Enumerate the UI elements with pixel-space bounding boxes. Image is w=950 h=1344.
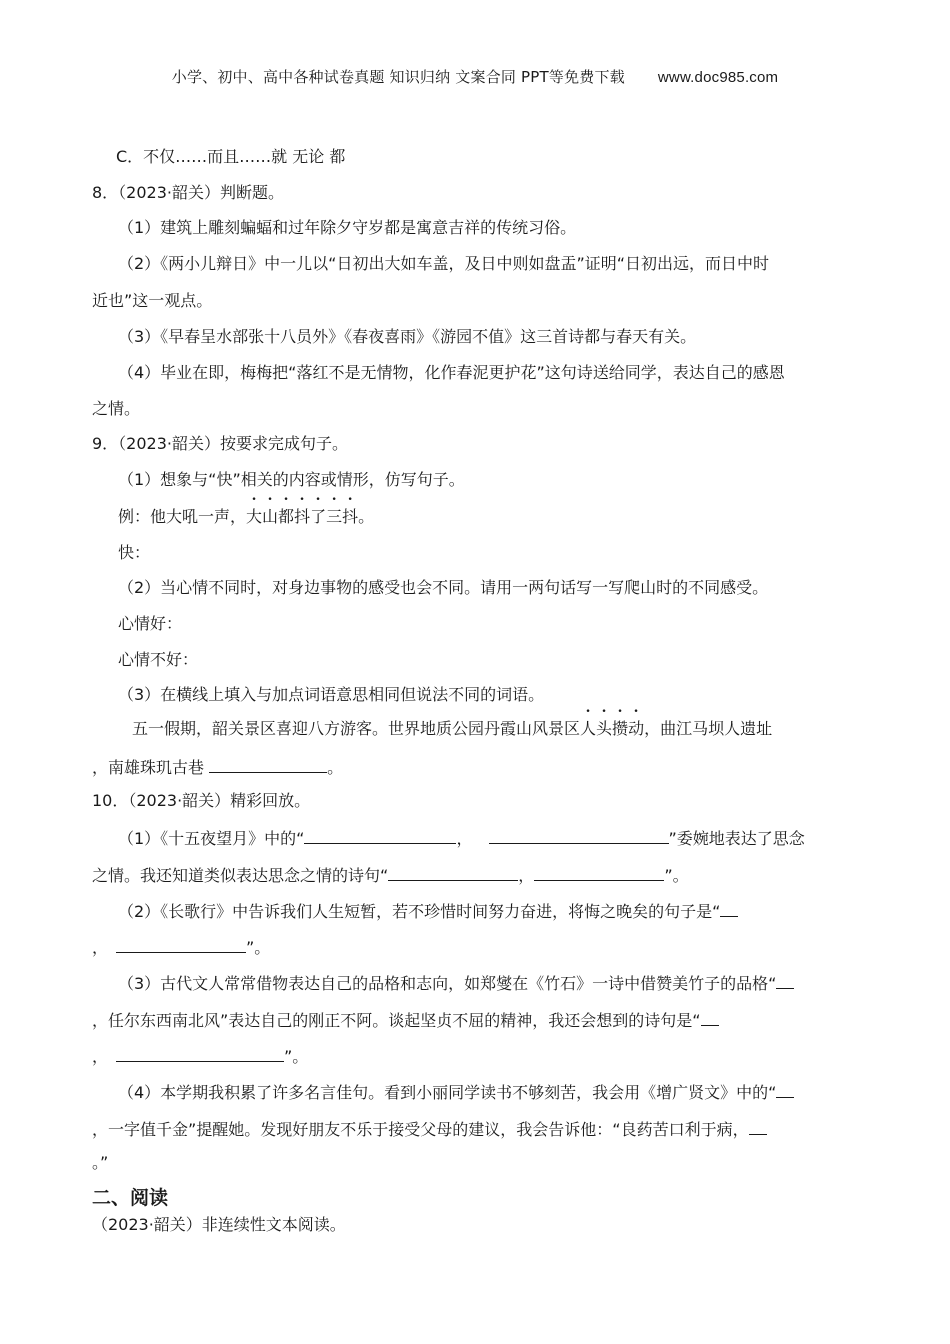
q9-title: 9．（2023·韶关）按要求完成句子。 [92, 434, 348, 453]
answer-blank[interactable] [720, 899, 738, 917]
q10-p1a-comma: ， [456, 829, 473, 848]
q9-example [118, 506, 374, 528]
q9-example-prefix: 例：他大吼一声， [118, 507, 247, 526]
header-site: www.doc985.com [657, 69, 779, 86]
page-header [0, 66, 950, 87]
section-intro: （2023·韶关）非连续性文本阅读。 [92, 1215, 346, 1234]
q9-bad-mood-label: 心情不好： [118, 650, 199, 669]
q8-title: 8．（2023·韶关）判断题。 [92, 183, 284, 202]
emphasis-char: 抖 [294, 507, 311, 526]
q10-p4b-text: ，一字值千金”提醒她。发现好朋友不乐于接受父母的建议，我会告诉他：“良药苦口利于病， [92, 1120, 749, 1139]
q10-part-4-line-1 [118, 1080, 794, 1104]
q9-part-3: （3）在横线上填入与加点词语意思相同但说法不同的词语。 [118, 685, 545, 704]
emphasis-char: 三 [326, 507, 343, 526]
q8-item-2-line-2: 近也”这一观点。 [92, 291, 213, 310]
answer-blank[interactable] [116, 935, 246, 953]
q10-p1a-prefix: （1）《十五夜望月》中的“ [118, 829, 305, 848]
q10-p2b-suffix: ”。 [246, 938, 271, 957]
q10-part-1-line-1 [118, 826, 805, 850]
answer-blank[interactable] [749, 1117, 767, 1135]
answer-blank[interactable] [489, 826, 669, 844]
q10-part-2-line-1 [118, 899, 738, 923]
q8-item-2-line-1: （2）《两小儿辩日》中一儿以“日初出大如车盖，及日中则如盘盂”证明“日初出远，而日中时 [118, 254, 770, 273]
emphasis-char: 抖 [342, 507, 359, 526]
q9-example-end: 。 [358, 507, 375, 526]
q9-passage-line-1 [132, 718, 772, 740]
q9-good-mood-label: 心情好： [118, 614, 183, 633]
q9-kuai-label: 快： [118, 543, 151, 562]
answer-blank[interactable] [388, 863, 518, 881]
q9-passage-line-2 [92, 755, 343, 779]
answer-blank[interactable] [209, 755, 327, 773]
q8-item-3: （3）《早春呈水部张十八员外》《春夜喜雨》《游园不值》这三首诗都与春天有关。 [118, 327, 697, 346]
emphasis-char: 都 [278, 507, 295, 526]
q10-p1b-prefix: 之情。我还知道类似表达思念之情的诗句“ [92, 866, 389, 885]
q9-passage-suffix: ，曲江马坝人遗址 [644, 719, 773, 738]
answer-blank[interactable] [534, 863, 664, 881]
q10-part-3-line-1 [118, 971, 794, 995]
q9-passage-prefix: 五一假期，韶关景区喜迎八方游客。世界地质公园丹霞山风景区 [132, 719, 581, 738]
q9-passage2-text: ，南雄珠玑古巷 [92, 758, 205, 777]
q10-part-3-line-2 [92, 1008, 719, 1032]
q10-p3c-suffix: ”。 [284, 1047, 309, 1066]
emphasis-char: 动 [628, 719, 645, 738]
q10-p1a-suffix: ”委婉地表达了思念 [668, 829, 805, 848]
emphasis-char: 攒 [612, 719, 629, 738]
emphasis-char: 山 [262, 507, 279, 526]
q10-p3c-comma: ， [92, 1047, 109, 1066]
answer-blank[interactable] [304, 826, 456, 844]
q10-p2a-text: （2）《长歌行》中告诉我们人生短暂，若不珍惜时间努力奋进，将悔之晚矣的句子是“ [118, 902, 721, 921]
q10-part-4-line-2 [92, 1117, 767, 1141]
q10-part-1-line-2 [92, 863, 689, 887]
header-title: 小学、初中、高中各种试卷真题 知识归纳 文案合同 PPT等免费下载 [171, 68, 625, 86]
section-heading: 二、阅读 [92, 1187, 169, 1209]
q8-item-1: （1）建筑上雕刻蝙蝠和过年除夕守岁都是寓意吉祥的传统习俗。 [118, 218, 577, 237]
q10-p1b-comma: ， [518, 866, 535, 885]
q10-part-4-line-3: 。” [92, 1153, 109, 1172]
answer-blank[interactable] [116, 1044, 284, 1062]
emphasis-char: 了 [310, 507, 327, 526]
q8-item-4-line-1: （4）毕业在即，梅梅把“落红不是无情物，化作春泥更护花”这句诗送给同学，表达自己的感恩 [118, 363, 785, 382]
q10-p2b-comma: ， [92, 938, 109, 957]
q10-p3a-text: （3）古代文人常常借物表达自己的品格和志向，如郑燮在《竹石》一诗中借赞美竹子的品格“ [118, 974, 777, 993]
emphasis-char: 头 [596, 719, 613, 738]
q8-item-4-line-2: 之情。 [92, 399, 141, 418]
emphasis-char: 人 [580, 719, 597, 738]
q10-title: 10．（2023·韶关）精彩回放。 [92, 791, 311, 810]
answer-blank[interactable] [776, 971, 794, 989]
q9-passage2-end: 。 [327, 758, 344, 777]
answer-blank[interactable] [701, 1008, 719, 1026]
emphasis-char: 大 [246, 507, 263, 526]
q10-part-2-line-2 [92, 935, 270, 959]
q10-p3b-text: ，任尔东西南北风”表达自己的刚正不阿。谈起坚贞不屈的精神，我还会想到的诗句是“ [92, 1011, 701, 1030]
q10-p1b-suffix: ”。 [664, 866, 689, 885]
q7-option-c: C．不仅……而且……就 无论 都 [116, 147, 346, 166]
q10-part-3-line-3 [92, 1044, 308, 1068]
q9-part-2: （2）当心情不同时，对身边事物的感受也会不同。请用一两句话写一写爬山时的不同感受。 [118, 578, 769, 597]
q9-part-1: （1）想象与“快”相关的内容或情形，仿写句子。 [118, 470, 465, 489]
answer-blank[interactable] [776, 1080, 794, 1098]
q10-p4a-text: （4）本学期我积累了许多名言佳句。看到小丽同学读书不够刻苦，我会用《增广贤文》中的“ [118, 1083, 777, 1102]
